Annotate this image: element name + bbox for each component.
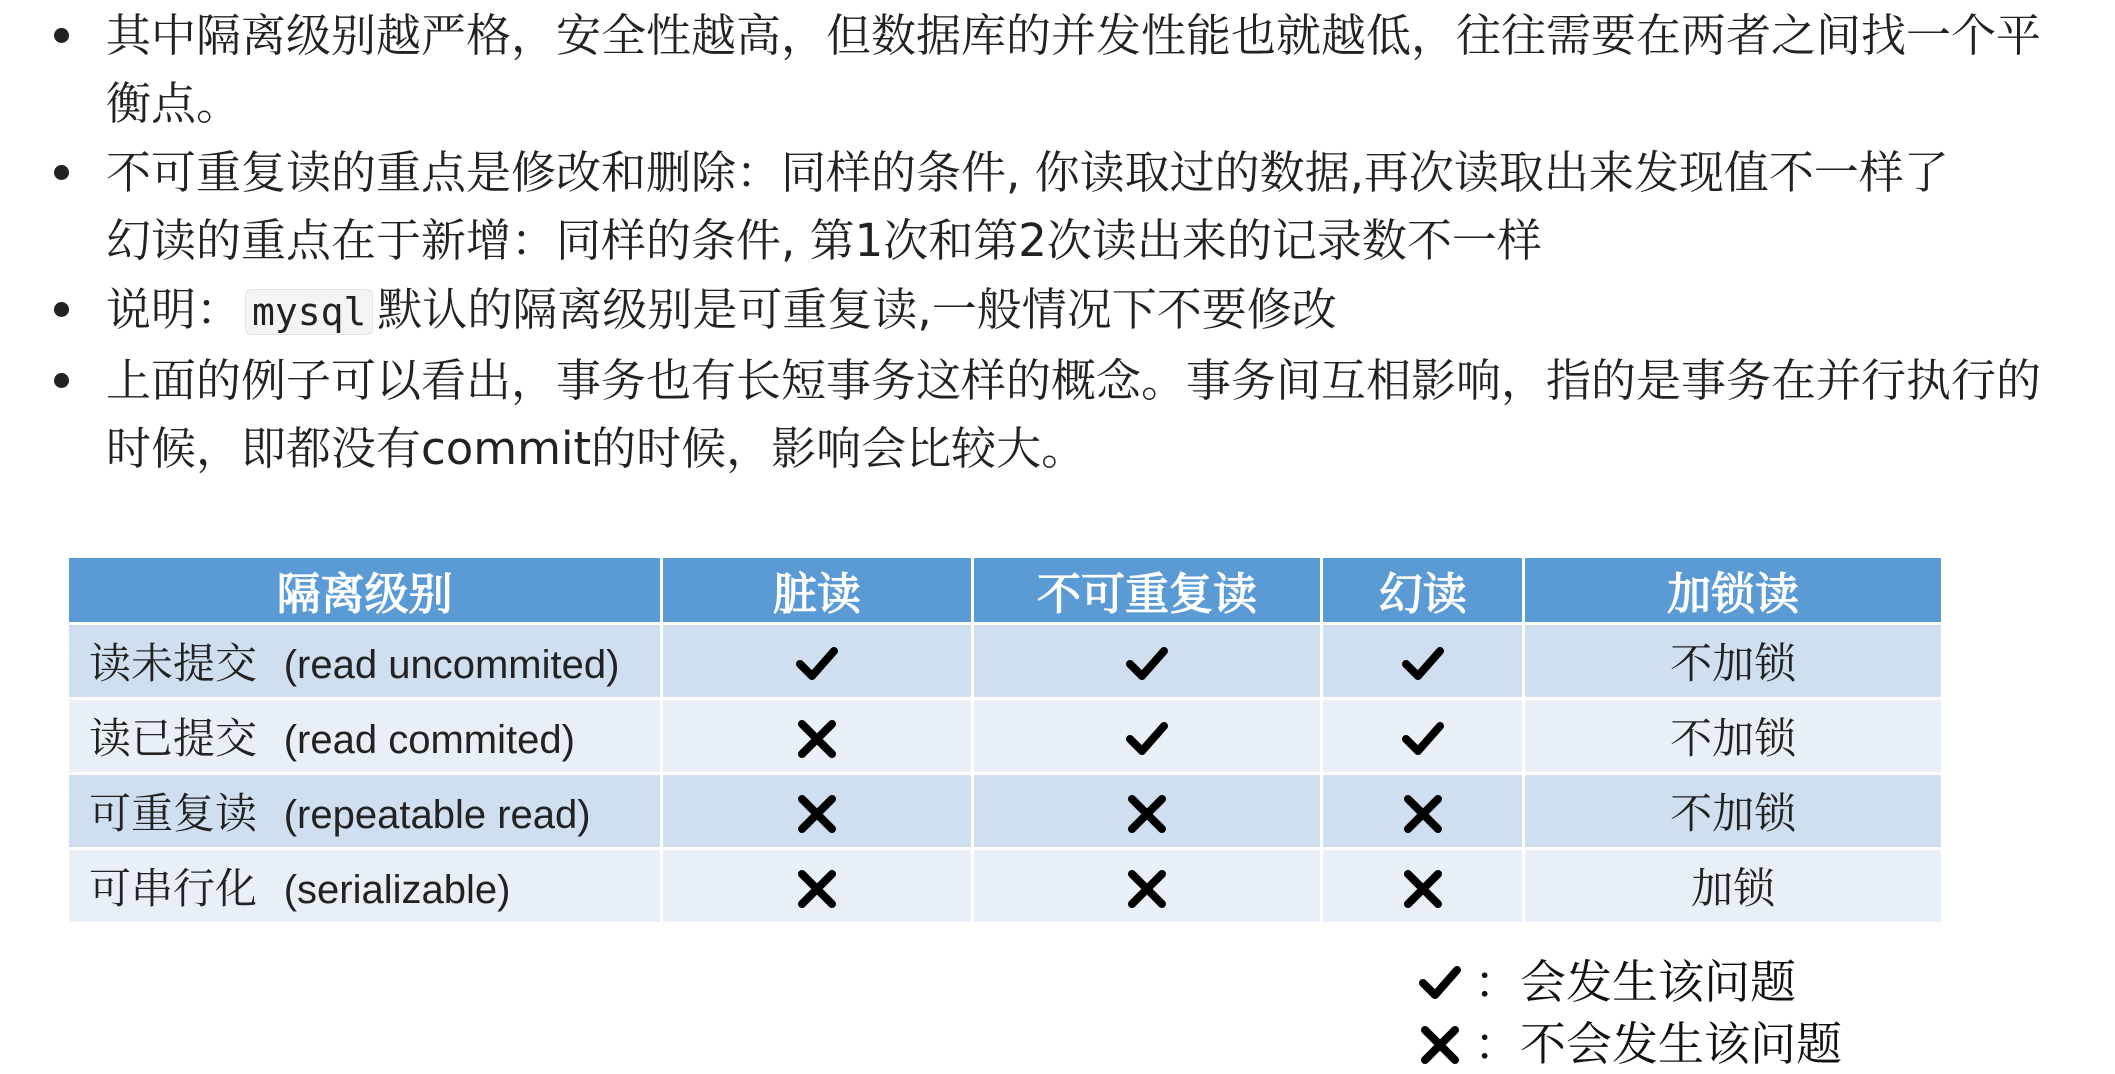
level-cn: 可串行化 — [89, 864, 258, 913]
dirty-read-cell — [663, 775, 970, 847]
legend-check-row — [1418, 948, 1842, 1010]
note-line: 时候，即都没有commit的时候，影响会比较大。 — [106, 422, 1087, 475]
note-item-long-short-transactions — [48, 347, 2048, 483]
bullet-icon — [54, 28, 69, 43]
isolation-level-table — [66, 555, 1944, 925]
note-item-isolation-tradeoff — [48, 2, 2048, 138]
isolation-level-cell — [69, 850, 660, 922]
cross-icon — [1418, 1023, 1462, 1067]
non-repeatable-read-cell — [974, 850, 1321, 922]
check-icon — [1125, 717, 1169, 761]
level-cn: 读已提交 — [89, 714, 258, 763]
note-line: 不可重复读的重点是修改和删除：同样的条件, 你读取过的数据,再次读取出来发现值不一样了 — [106, 146, 1949, 199]
header-isolation-level: 隔离级别 — [69, 558, 660, 622]
dirty-read-cell — [663, 700, 970, 772]
isolation-level-cell — [69, 775, 660, 847]
non-repeatable-read-cell — [974, 700, 1321, 772]
cross-icon — [1125, 867, 1169, 911]
note-line: 上面的例子可以看出，事务也有长短事务这样的概念。事务间互相影响，指的是事务在并行执行的 — [106, 354, 2042, 407]
legend-cross-row — [1418, 1010, 1842, 1072]
note-prefix: 说明： — [106, 283, 242, 336]
legend-cross-symbol — [1418, 1014, 1474, 1068]
level-cn: 读未提交 — [89, 639, 258, 688]
header-phantom-read: 幻读 — [1323, 558, 1522, 622]
level-en: (read commited) — [283, 718, 575, 762]
phantom-read-cell — [1323, 850, 1522, 922]
phantom-read-cell — [1323, 775, 1522, 847]
header-non-repeatable-read: 不可重复读 — [974, 558, 1321, 622]
note-line: 幻读的重点在于新增：同样的条件, 第1次和第2次读出来的记录数不一样 — [106, 214, 1542, 267]
table-row — [69, 625, 1941, 697]
note-line: 其中隔离级别越严格，安全性越高，但数据库的并发性能也就越低，往往需要在两者之间找一个平 — [106, 9, 2042, 62]
isolation-level-cell — [69, 700, 660, 772]
phantom-read-cell — [1323, 700, 1522, 772]
note-line: 衡点。 — [106, 77, 242, 130]
check-icon — [795, 642, 839, 686]
notes-list — [48, 2, 2048, 484]
note-suffix: 默认的隔离级别是可重复读,一般情况下不要修改 — [377, 283, 1337, 336]
header-locking-read: 加锁读 — [1525, 558, 1941, 622]
table-row — [69, 700, 1941, 772]
note-item-mysql-default — [48, 276, 2048, 346]
cross-icon — [1401, 867, 1445, 911]
check-icon — [1125, 642, 1169, 686]
cross-icon — [795, 792, 839, 836]
locking-read-cell: 不加锁 — [1525, 775, 1941, 847]
dirty-read-cell — [663, 625, 970, 697]
level-en: (serializable) — [283, 868, 511, 912]
dirty-read-cell — [663, 850, 970, 922]
bullet-icon — [54, 373, 69, 388]
table-row — [69, 775, 1941, 847]
phantom-read-cell — [1323, 625, 1522, 697]
non-repeatable-read-cell — [974, 625, 1321, 697]
check-icon — [1401, 642, 1445, 686]
table-header-row — [69, 558, 1941, 622]
legend-check-symbol — [1418, 952, 1474, 1006]
level-cn: 可重复读 — [89, 789, 258, 838]
note-item-read-anomalies — [48, 139, 2048, 275]
check-icon — [1401, 717, 1445, 761]
locking-read-cell: 不加锁 — [1525, 625, 1941, 697]
level-en: (read uncommited) — [283, 643, 620, 687]
legend-cross-text: ：不会发生该问题 — [1474, 1017, 1842, 1071]
legend-check-text: ：会发生该问题 — [1474, 955, 1796, 1009]
cross-icon — [1401, 792, 1445, 836]
cross-icon — [795, 867, 839, 911]
bullet-icon — [54, 302, 69, 317]
locking-read-cell: 加锁 — [1525, 850, 1941, 922]
inline-code: mysql — [245, 289, 373, 335]
isolation-level-cell — [69, 625, 660, 697]
bullet-icon — [54, 165, 69, 180]
header-dirty-read: 脏读 — [663, 558, 970, 622]
cross-icon — [1125, 792, 1169, 836]
locking-read-cell: 不加锁 — [1525, 700, 1941, 772]
check-icon — [1418, 961, 1462, 1005]
cross-icon — [795, 717, 839, 761]
non-repeatable-read-cell — [974, 775, 1321, 847]
table-row — [69, 850, 1941, 922]
legend — [1418, 948, 1842, 1072]
note-line — [106, 276, 2048, 346]
level-en: (repeatable read) — [283, 793, 591, 837]
